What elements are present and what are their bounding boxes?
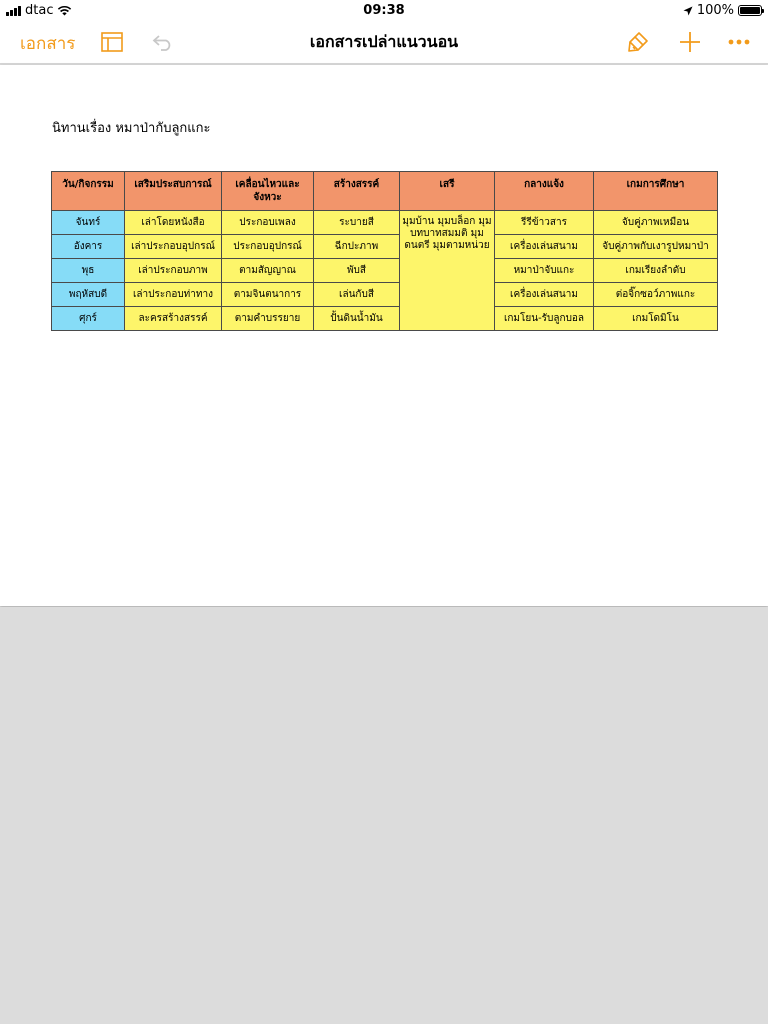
table-cell: เกมโดมิโน	[594, 307, 718, 331]
battery-percent: 100%	[696, 3, 734, 18]
document-page[interactable]	[0, 65, 768, 606]
table-cell: ตามสัญญาณ	[222, 259, 314, 283]
table-cell: เล่าประกอบอุปกรณ์	[125, 235, 222, 259]
table-cell: ระบายสี	[314, 211, 400, 235]
table-cell: เครื่องเล่นสนาม	[495, 235, 594, 259]
header-creative: สร้างสรรค์	[314, 172, 400, 211]
table-cell: เครื่องเล่นสนาม	[495, 283, 594, 307]
header-day: วัน/กิจกรรม	[52, 172, 125, 211]
location-arrow-icon	[683, 6, 693, 16]
toolbar	[0, 20, 768, 64]
header-experience: เสริมประสบการณ์	[125, 172, 222, 211]
table-cell: ตามจินตนาการ	[222, 283, 314, 307]
table-cell: เกมเรียงลำดับ	[594, 259, 718, 283]
free-play-cell: มุมบ้าน มุมบล็อก มุมบทบาทสมมติ มุมดนตรี มุมตามหน่วย	[400, 211, 495, 331]
table-cell: เล่าโดยหนังสือ	[125, 211, 222, 235]
table-cell: ตามคำบรรยาย	[222, 307, 314, 331]
document-title: เอกสารเปล่าแนวนอน	[309, 32, 459, 51]
story-heading[interactable]: นิทานเรื่อง หมาป่ากับลูกแกะ	[52, 121, 211, 136]
table-cell: ประกอบอุปกรณ์	[222, 235, 314, 259]
more-options-icon[interactable]	[727, 30, 751, 54]
activity-schedule-table[interactable]	[51, 171, 718, 331]
day-cell: พฤหัสบดี	[52, 283, 125, 307]
table-cell: หมาป่าจับแกะ	[495, 259, 594, 283]
table-cell: จับคู่ภาพกับเงารูปหมาป่า	[594, 235, 718, 259]
table-header-row	[52, 172, 718, 211]
table-row	[52, 259, 718, 283]
status-time: 09:38	[363, 3, 405, 18]
table-cell: ละครสร้างสรรค์	[125, 307, 222, 331]
table-row	[52, 235, 718, 259]
table-cell: เล่าประกอบท่าทาง	[125, 283, 222, 307]
table-row	[52, 307, 718, 331]
carrier-label: dtac	[25, 3, 54, 18]
table-cell: เกมโยน-รับลูกบอล	[495, 307, 594, 331]
documents-back-button[interactable]: เอกสาร	[20, 34, 76, 54]
table-cell: ต่อจิ๊กซอว์ภาพแกะ	[594, 283, 718, 307]
day-cell: ศุกร์	[52, 307, 125, 331]
table-cell: พับสี	[314, 259, 400, 283]
format-brush-icon[interactable]	[627, 30, 651, 54]
day-cell: อังคาร	[52, 235, 125, 259]
status-right	[683, 3, 762, 18]
table-row	[52, 211, 718, 235]
header-educational-game: เกมการศึกษา	[594, 172, 718, 211]
table-cell: เล่นกับสี	[314, 283, 400, 307]
header-outdoor: กลางแจ้ง	[495, 172, 594, 211]
table-cell: ปั้นดินน้ำมัน	[314, 307, 400, 331]
day-cell: พุธ	[52, 259, 125, 283]
table-row	[52, 283, 718, 307]
header-movement: เคลื่อนไหวและจังหวะ	[222, 172, 314, 211]
table-cell: ประกอบเพลง	[222, 211, 314, 235]
battery-icon	[738, 5, 762, 16]
header-free-play: เสรี	[400, 172, 495, 211]
table-cell: รีรีข้าวสาร	[495, 211, 594, 235]
table-cell: จับคู่ภาพเหมือน	[594, 211, 718, 235]
day-cell: จันทร์	[52, 211, 125, 235]
table-cell: ฉีกปะภาพ	[314, 235, 400, 259]
canvas-background[interactable]	[0, 607, 768, 1024]
status-bar	[0, 0, 768, 20]
add-icon[interactable]	[678, 30, 702, 54]
table-cell: เล่าประกอบภาพ	[125, 259, 222, 283]
